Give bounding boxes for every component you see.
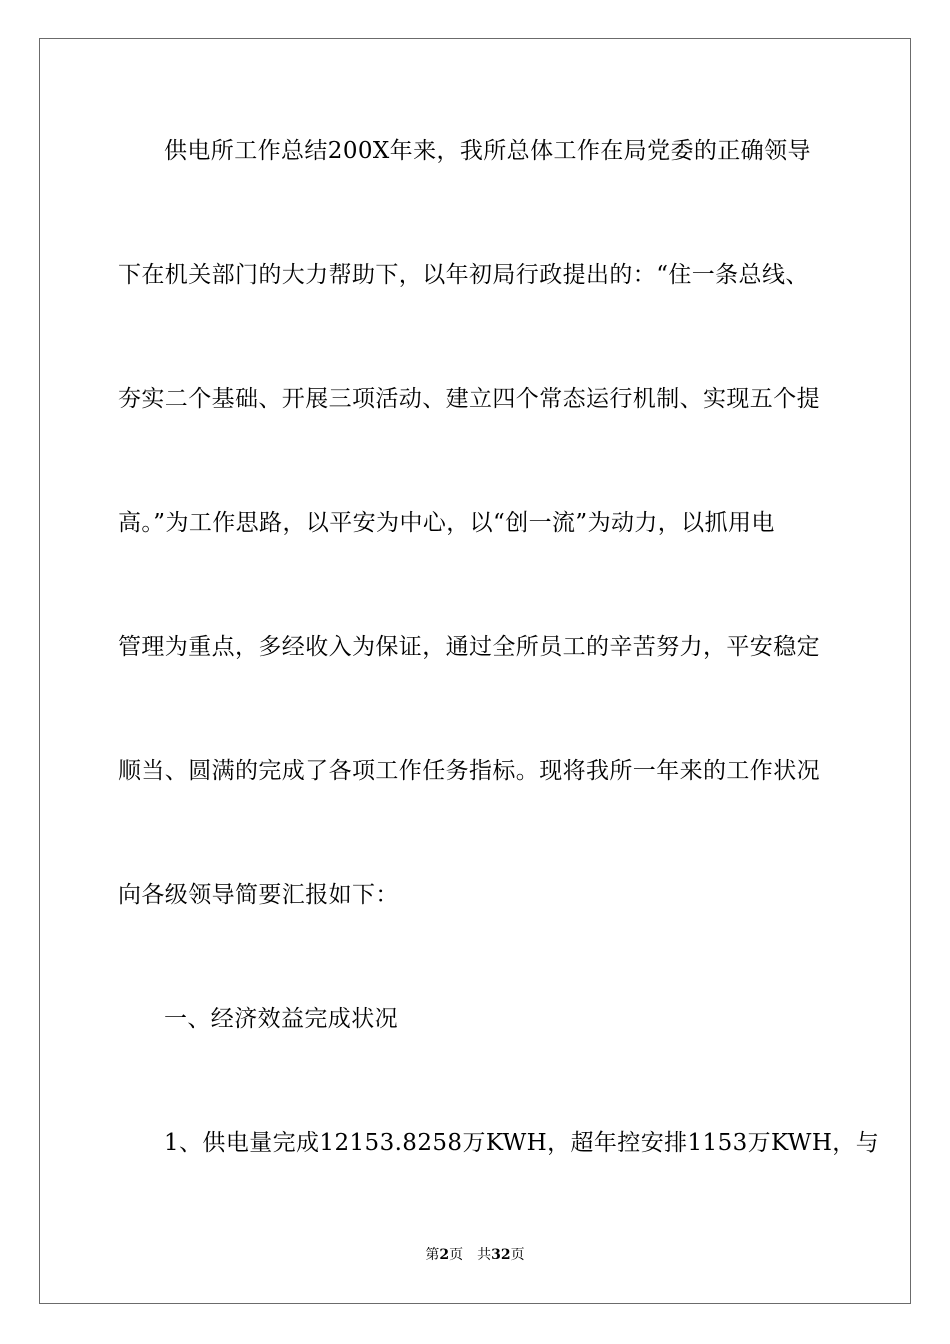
footer-total-pages: 32 (491, 1247, 511, 1263)
body-text-line-2: 下在机关部门的大力帮助下，以年初局行政提出的：“住一条总线、 (118, 262, 809, 288)
page-footer (0, 1245, 950, 1265)
body-text-line-3: 夯实二个基础、开展三项活动、建立四个常态运行机制、实现五个提 (118, 386, 820, 412)
page-border (39, 38, 911, 1304)
footer-page-prefix: 第 (425, 1247, 440, 1263)
body-text-line-4: 高。”为工作思路，以平安为中心，以“创一流”为动力，以抓用电 (118, 510, 775, 536)
body-text-line-7: 向各级领导简要汇报如下： (118, 882, 399, 908)
footer-total-suffix: 页 (510, 1247, 525, 1263)
footer-total-prefix: 共 (477, 1247, 492, 1263)
body-text-line-1: 供电所工作总结200X年来，我所总体工作在局党委的正确领导 (164, 138, 811, 164)
body-text-line-5: 管理为重点，多经收入为保证，通过全所员工的辛苦努力，平安稳定 (118, 634, 820, 660)
footer-page-suffix: 页 (449, 1247, 464, 1263)
body-text-line-6: 顺当、圆满的完成了各项工作任务指标。现将我所一年来的工作状况 (118, 758, 820, 784)
section-heading: 一、经济效益完成状况 (164, 1006, 398, 1032)
body-text-line-9: 1、供电量完成12153.8258万KWH，超年控安排1153万KWH，与 (164, 1130, 880, 1156)
footer-page-number: 2 (439, 1247, 450, 1263)
